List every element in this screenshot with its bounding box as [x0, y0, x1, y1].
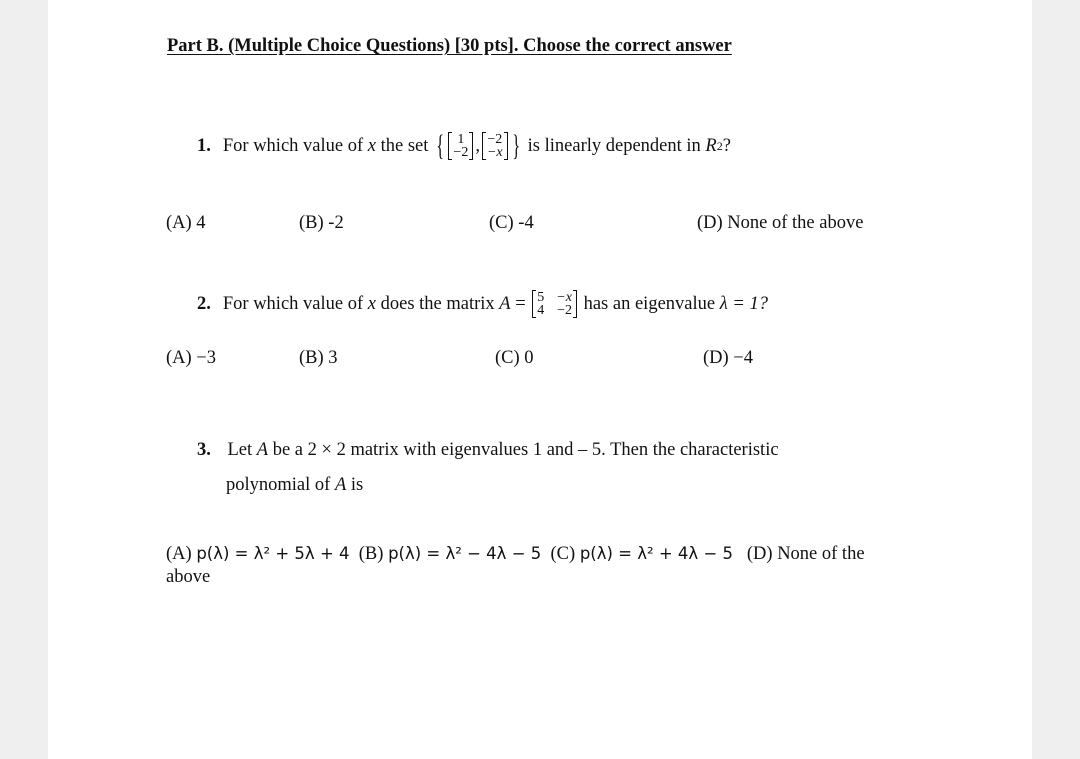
question-text: does the matrix	[380, 293, 495, 314]
exponent: 2	[716, 138, 723, 153]
vector-2	[482, 132, 508, 160]
space-symbol: R	[705, 135, 717, 156]
q3-option-d-continued: above	[166, 567, 211, 587]
q2-option-d[interactable]: (D) −4	[703, 348, 753, 368]
matrix-entry: 4	[537, 303, 545, 318]
document-page	[48, 0, 1032, 759]
page-title: Part B. (Multiple Choice Questions) [30 pts]. Choose the correct answer	[167, 36, 732, 56]
vector-1	[448, 132, 473, 160]
q2-option-c[interactable]: (C) 0	[495, 348, 534, 368]
question-number: 3.	[197, 440, 211, 460]
comma: ,	[475, 135, 480, 156]
question-text: be a 2 × 2 matrix with eigenvalues 1 and – 5. Then the characteristic	[272, 440, 779, 460]
eigenvalue-expression: λ = 1?	[719, 293, 768, 314]
question-text: For which value of	[222, 293, 364, 314]
q2-option-a[interactable]: (A) −3	[166, 348, 216, 368]
question-3-line-2	[226, 475, 363, 496]
matrix-name: A	[256, 440, 269, 460]
question-1	[197, 128, 731, 164]
q3-option-c[interactable]	[551, 544, 734, 565]
question-text: has an eigenvalue	[583, 293, 716, 314]
q3-option-a[interactable]	[166, 544, 350, 565]
question-text: the set	[380, 135, 429, 156]
question-text: is linearly dependent in	[527, 135, 701, 156]
q3-options-row	[166, 544, 865, 565]
q3-option-d[interactable]: (D) None of the	[746, 544, 865, 564]
variable: x	[367, 135, 376, 156]
set-close-brace: }	[511, 129, 520, 162]
option-expression: p(λ) = λ² + 4λ − 5	[579, 544, 734, 563]
vector-entry: −2	[453, 145, 469, 160]
q2-option-b[interactable]: (B) 3	[299, 348, 338, 368]
question-text: is	[350, 475, 364, 495]
option-expression: p(λ) = λ² − 4λ − 5	[388, 544, 542, 563]
matrix-entry: 5	[537, 290, 545, 305]
question-3	[197, 440, 779, 461]
matrix-a	[532, 290, 577, 318]
option-label: (A)	[166, 544, 192, 564]
q1-option-b[interactable]: (B) -2	[299, 213, 344, 233]
matrix-entry: −x	[556, 290, 572, 305]
q1-option-d[interactable]: (D) None of the above	[697, 213, 864, 233]
q1-option-a[interactable]: (A) 4	[166, 213, 206, 233]
question-number: 1.	[197, 135, 211, 156]
question-text: Let	[227, 440, 253, 460]
vector-entry: −2	[487, 132, 503, 147]
matrix-name: A	[334, 475, 347, 495]
question-2	[197, 286, 768, 322]
vector-entry: −x	[486, 145, 503, 160]
matrix-name: A	[499, 293, 511, 314]
option-label: (C)	[550, 544, 576, 564]
question-number: 2.	[197, 293, 211, 314]
equals-sign: =	[515, 293, 526, 314]
question-text: polynomial of	[226, 475, 331, 495]
set-open-brace: {	[436, 129, 445, 162]
q3-option-b[interactable]	[359, 544, 542, 565]
question-text: For which value of	[222, 135, 364, 156]
option-label: (B)	[358, 544, 384, 564]
q1-option-c[interactable]: (C) -4	[489, 213, 534, 233]
option-expression: p(λ) = λ² + 5λ + 4	[196, 544, 350, 563]
matrix-entry: −2	[557, 303, 572, 318]
vector-entry: 1	[457, 132, 465, 147]
variable: x	[367, 293, 376, 314]
question-mark: ?	[722, 135, 731, 156]
